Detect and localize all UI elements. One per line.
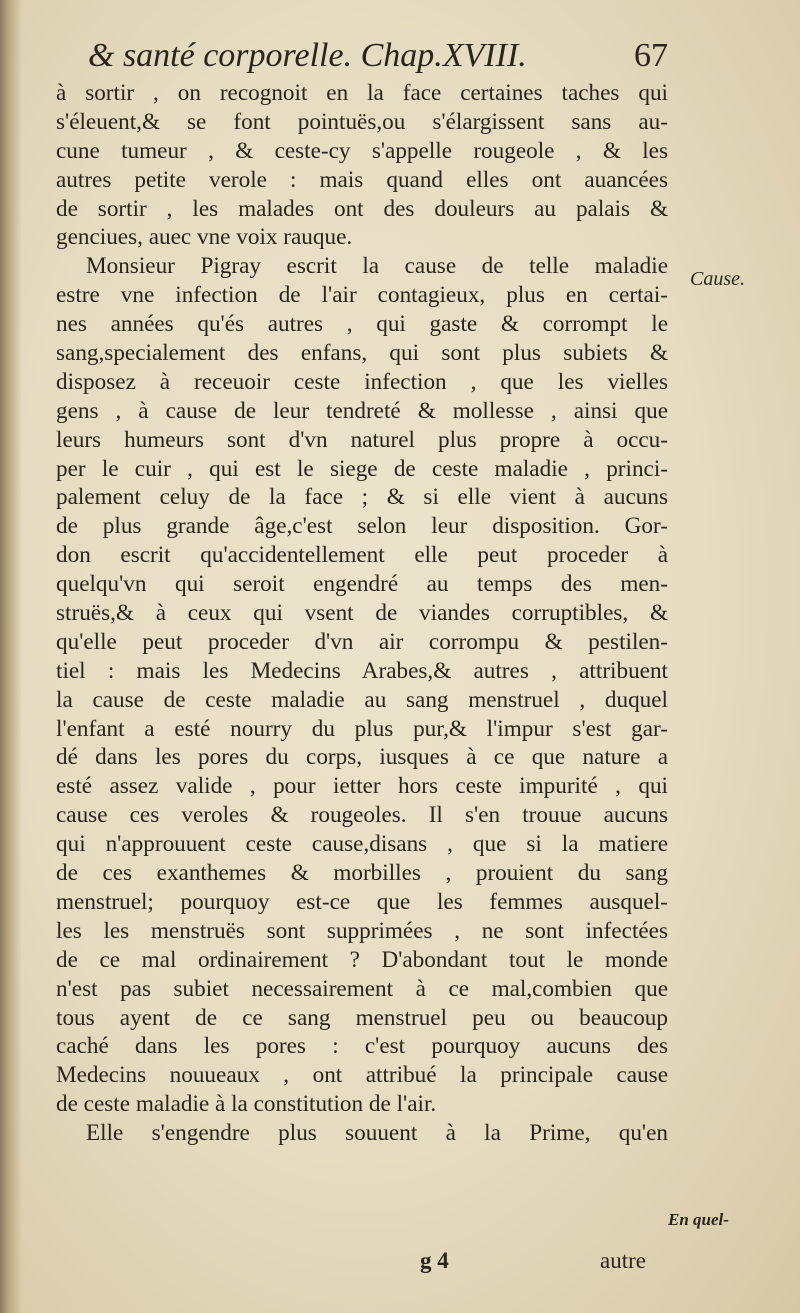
text-line: menstruel; pourquoy est-ce que les femmes ausquel-	[56, 888, 668, 915]
text-line: sang,specialement des enfans, qui sont plus subiets &	[56, 340, 668, 367]
text-line: cune tumeur , & ceste-cy s'appelle rougeole , & les	[56, 137, 668, 164]
text-line: dé dans les pores du corps, iusques à ce que nature a	[56, 744, 668, 771]
text-line: esté assez valide , pour ietter hors ceste impurité , qui	[56, 773, 668, 800]
text-line: l'enfant a esté nourry du plus pur,& l'impur s'est gar-	[56, 715, 668, 742]
page-footer	[0, 1244, 800, 1280]
text-line: Monsieur Pigray escrit la cause de telle maladie	[86, 253, 668, 280]
running-header	[88, 28, 668, 84]
text-line: disposez à receuoir ceste infection , que les vielles	[56, 368, 668, 395]
text-line: la cause de ceste maladie au sang menstruel , duquel	[56, 686, 668, 713]
text-line: n'est pas subiet necessairement à ce mal,combien que	[56, 975, 668, 1002]
text-line: qui n'approuuent ceste cause,disans , que si la matiere	[56, 831, 668, 858]
text-line: de ceste maladie à la constitution de l'air.	[56, 1091, 437, 1118]
text-line: autres petite verole : mais quand elles ont auancées	[56, 166, 668, 193]
text-line: per le cuir , qui est le siege de ceste maladie , princi-	[56, 455, 668, 482]
text-line: genciues, auec vne voix rauque.	[56, 224, 353, 251]
margin-note-en-quel: En quel-	[668, 1210, 729, 1229]
catchword: autre	[600, 1248, 646, 1273]
text-line: tiel : mais les Medecins Arabes,& autres , attribuent	[56, 657, 668, 684]
body-text	[56, 79, 668, 1148]
text-line: struës,& à ceux qui vsent de viandes corruptibles, &	[56, 600, 668, 627]
text-line: quelqu'vn qui seroit engendré au temps des men-	[56, 571, 668, 598]
text-line: de plus grande âge,c'est selon leur disposition. Gor-	[56, 513, 668, 540]
text-line: qu'elle peut proceder d'vn air corrompu & pestilen-	[56, 628, 668, 655]
signature-mark: g 4	[420, 1248, 449, 1273]
margin-note-cause: Cause.	[690, 268, 745, 290]
text-line: estre vne infection de l'air contagieux, plus en certai-	[56, 282, 668, 309]
text-line: de sortir , les malades ont des douleurs au palais &	[56, 195, 668, 222]
text-line: gens , à cause de leur tendreté & mollesse , ainsi que	[56, 397, 668, 424]
text-line: don escrit qu'accidentellement elle peut proceder à	[56, 542, 668, 569]
text-line: à sortir , on recognoit en la face certaines taches qui	[56, 80, 668, 106]
text-line: palement celuy de la face ; & si elle vient à aucuns	[56, 484, 668, 511]
text-line: tous ayent de ce sang menstruel peu ou beaucoup	[56, 1004, 668, 1031]
text-line: les les menstruës sont supprimées , ne sont infectées	[56, 917, 668, 944]
text-line: de ce mal ordinairement ? D'abondant tout le monde	[56, 946, 668, 973]
text-line: leurs humeurs sont d'vn naturel plus propre à occu-	[56, 426, 668, 453]
text-line: Elle s'engendre plus souuent à la Prime, qu'en	[86, 1120, 668, 1147]
text-line: Medecins nouueaux , ont attribué la principale cause	[56, 1062, 668, 1089]
text-line: caché dans les pores : c'est pourquoy aucuns des	[56, 1033, 668, 1060]
text-line: nes années qu'és autres , qui gaste & corrompt le	[56, 311, 668, 338]
text-line: de ces exanthemes & morbilles , prouient du sang	[56, 860, 668, 887]
text-line: s'éleuent,& se font pointuës,ou s'élargissent sans au-	[56, 108, 668, 135]
page-number: 67	[634, 37, 668, 74]
text-line: cause ces veroles & rougeoles. Il s'en trouue aucuns	[56, 802, 668, 829]
running-title: & santé corporelle. Chap.XVIII.	[88, 37, 527, 74]
binding-shadow	[0, 0, 22, 1313]
